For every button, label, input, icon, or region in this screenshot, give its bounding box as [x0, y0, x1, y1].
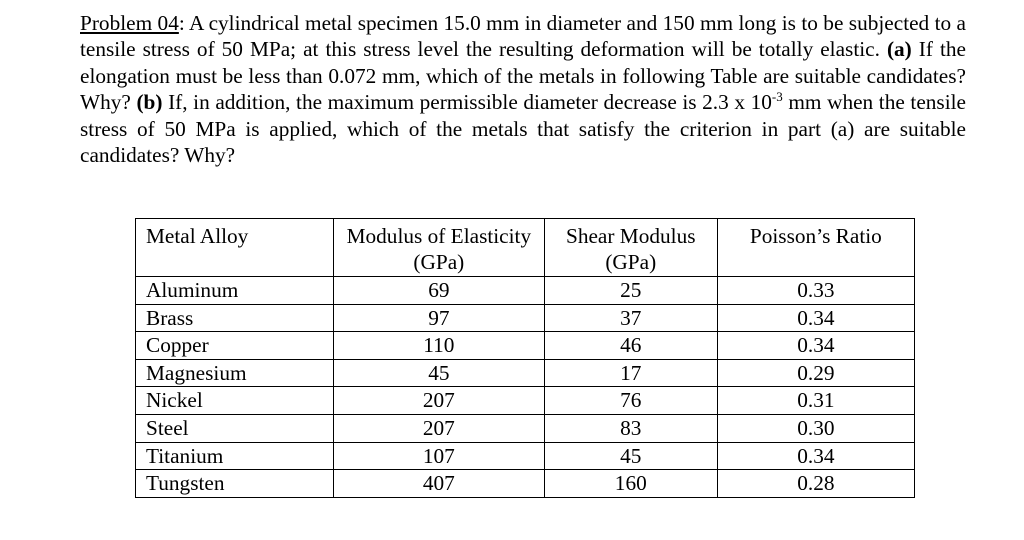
table-header-row: [136, 219, 915, 277]
cell-poisson: 0.31: [717, 387, 914, 415]
cell-shear: 46: [544, 332, 717, 360]
part-b-text-2: mm when the tensile stress of 50 MPa is applied, which of the metals that satisfy the criterion in part (a) are suitable candidates? Why?: [80, 90, 967, 168]
part-a-text: If the elongation must be less than 0.072 mm, which of the metals in following Table are suitable candidates? Why?: [80, 37, 966, 115]
part-b-exponent: -3: [771, 89, 783, 105]
table-row: [136, 470, 915, 498]
cell-modulus: 97: [333, 304, 544, 332]
cell-shear: 83: [544, 414, 717, 442]
part-b-text-1: If, in addition, the maximum permissible diameter decrease is 2.3 x 10: [162, 90, 772, 115]
table-row: [136, 304, 915, 332]
cell-shear: 76: [544, 387, 717, 415]
table-row: [136, 387, 915, 415]
header-poissons-ratio: Poisson’s Ratio: [717, 219, 914, 277]
cell-modulus: 107: [333, 442, 544, 470]
cell-shear: 160: [544, 470, 717, 498]
cell-alloy: Titanium: [136, 442, 334, 470]
cell-shear: 25: [544, 277, 717, 305]
cell-shear: 37: [544, 304, 717, 332]
cell-alloy: Aluminum: [136, 277, 334, 305]
cell-alloy: Brass: [136, 304, 334, 332]
table-row: [136, 442, 915, 470]
cell-poisson: 0.34: [717, 304, 914, 332]
cell-shear: 45: [544, 442, 717, 470]
table-row: [136, 414, 915, 442]
cell-shear: 17: [544, 359, 717, 387]
cell-alloy: Magnesium: [136, 359, 334, 387]
problem-label: Problem 04: [80, 11, 179, 35]
cell-poisson: 0.33: [717, 277, 914, 305]
table-row: [136, 332, 915, 360]
cell-modulus: 45: [333, 359, 544, 387]
part-b-label: (b): [136, 90, 163, 115]
cell-alloy: Steel: [136, 414, 334, 442]
cell-alloy: Tungsten: [136, 470, 334, 498]
cell-poisson: 0.30: [717, 414, 914, 442]
cell-poisson: 0.29: [717, 359, 914, 387]
cell-modulus: 110: [333, 332, 544, 360]
cell-poisson: 0.34: [717, 332, 914, 360]
cell-modulus: 207: [333, 414, 544, 442]
cell-poisson: 0.34: [717, 442, 914, 470]
problem-statement: [80, 10, 966, 168]
cell-modulus: 69: [333, 277, 544, 305]
table-row: [136, 277, 915, 305]
header-shear-modulus: Shear Modulus (GPa): [544, 219, 717, 277]
metal-properties-table: [135, 218, 915, 498]
cell-modulus: 207: [333, 387, 544, 415]
table-row: [136, 359, 915, 387]
part-a-label: (a): [886, 37, 912, 62]
problem-intro: : A cylindrical metal specimen 15.0 mm in diameter and 150 mm long is to be subjected to a tensile stress of 50 MPa; at this stress level the resulting deformation will be totally elastic.: [80, 11, 966, 62]
cell-alloy: Copper: [136, 332, 334, 360]
header-modulus-of-elasticity: Modulus of Elasticity (GPa): [333, 219, 544, 277]
cell-alloy: Nickel: [136, 387, 334, 415]
table-header: [136, 219, 915, 277]
table-body: [136, 277, 915, 498]
cell-modulus: 407: [333, 470, 544, 498]
cell-poisson: 0.28: [717, 470, 914, 498]
header-metal-alloy: Metal Alloy: [136, 219, 334, 277]
